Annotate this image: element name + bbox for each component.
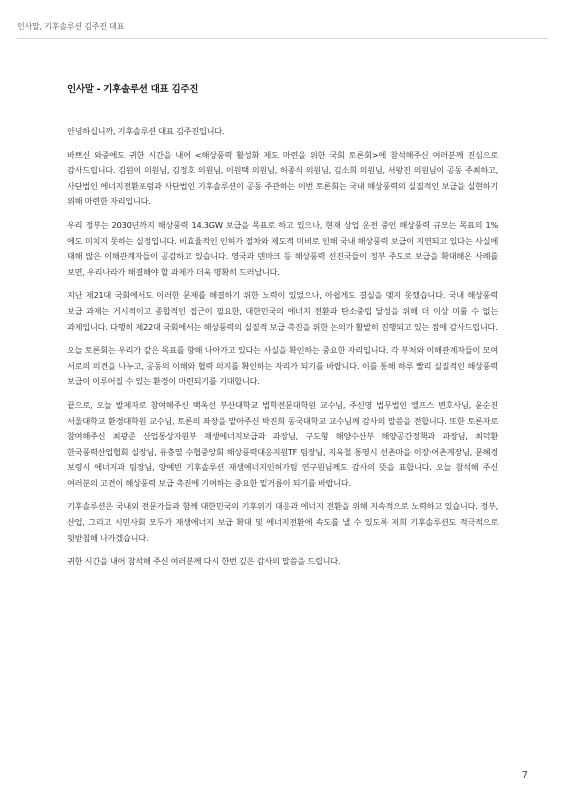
page-number: 7 [521, 770, 528, 781]
paragraph-21st-assembly: 지난 제21대 국회에서도 이러한 문제를 해결하기 위한 노력이 있었으나, 아쉽게도 결실을 맺지 못했습니다. 국내 해상풍력 보급 과제는 거시적이고 종합적인 접근이 필요한, 대한민국의 에너지 전환과 탄소중립 달성을 위해 더 이상 미룰 수 없는 과제입니다. 다행히 제22대 국회에서는 해상풍력의 실질적 보급 촉진을 위한 논의가 활발히 진행되고 있는 점에 감사드립니다. [67, 290, 498, 332]
document-body [67, 124, 498, 578]
paragraph-greeting: 안녕하십니까, 기후솔루션 대표 김주진입니다. [67, 126, 225, 136]
running-header: 인사말, 기후솔루션 김주진 대표 [17, 22, 125, 31]
header-divider [17, 38, 549, 39]
paragraph-government-target: 우리 정부는 2030년까지 해상풍력 14.3GW 보급을 목표로 하고 있으나, 현재 상업 운전 중인 해상풍력 규모는 목표의 1%에도 미치지 못하는 실정입니다. 비효율적인 인허가 절차와 제도적 미비로 인해 국내 해상풍력 보급이 지연되고 있다는 사실에 대해 많은 이해관계자들이 공감하고 있습니다. 영국과 덴마크 등 해상풍력 선진국들이 정부 주도로 보급을 확대해온 사례를 보면, 우리나라가 해결해야 할 과제가 더욱 명확히 드러납니다. [67, 219, 498, 277]
paragraph-closing: 귀한 시간을 내어 참석해 주신 여러분께 다시 한번 깊은 감사의 말씀을 드립니다. [67, 556, 341, 567]
paragraph-acknowledgements: 끝으로, 오늘 발제자로 참여해주신 백옥선 부산대학교 법학전문대학원 교수님, 주신영 법무법인 엘프스 변호사님, 윤순진 서울대학교 환경대학원 교수님, 토론의 좌장을 맡아주신 박진희 동국대학교 교수님께 감사의 말씀을 전합니다. 또한 토론자로 참여해주신 최광준 산업통상자원부 재생에너지보급과 과장님, 구도형 해양수산부 해양공간정책과 과장님, 최덕환 한국풍력산업협회 실장님, 유충열 수협중앙회 해상풍력대응지원TF 팀장님, 지욱철 통영시 선촌마을 이장·어촌계장님, 문혜경 보령시 에너지과 팀장님, 양예빈 기후솔루션 재생에너지인허가팀 연구원님께도 감사의 뜻을 표합니다. 오늘 참석해 주신 여러분의 고견이 해상풍력 보급 촉진에 기여하는 중요한 밑거름이 되기를 바랍니다. [67, 399, 498, 488]
paragraph-climate-solutions: 기후솔루션은 국내외 전문가들과 함께 대한민국의 기후위기 대응과 에너지 전환을 위해 지속적으로 노력하고 있습니다. 정부, 산업, 그리고 시민사회 모두가 재생에너지 보급 확대 및 에너지전환에 속도를 낼 수 있도록 저희 기후솔루션도 적극적으로 뒷받침해 나가겠습니다. [67, 501, 498, 543]
paragraph-today-forum: 오늘 토론회는 우리가 같은 목표를 향해 나아가고 있다는 사실을 확인하는 중요한 자리입니다. 각 부처와 이해관계자들이 모여 서로의 의견을 나누고, 공동의 이해와 협력 의지를 확인하는 자리가 되기를 바랍니다. 이를 통해 하루 빨리 실질적인 해상풍력 보급이 이루어질 수 있는 환경이 마련되기를 기대합니다. [67, 345, 498, 387]
paragraph-thanks: 바쁘신 와중에도 귀한 시간을 내어 <해상풍력 활성화 제도 마련을 위한 국회 토론회>에 참석해주신 여러분께 진심으로 감사드립니다. 김원이 의원님, 김정호 의원님, 이원택 의원님, 허종식 의원님, 김소희 의원님, 서왕진 의원님이 공동 주최하고, 사단법인 에너지전환포럼과 사단법인 기후솔루션이 공동 주관하는 이번 토론회는 국내 해상풍력의 실질적인 보급을 실현하기 위해 마련한 자리입니다. [67, 149, 498, 207]
document-title: 인사말 - 기후솔루션 대표 김주진 [67, 84, 199, 95]
